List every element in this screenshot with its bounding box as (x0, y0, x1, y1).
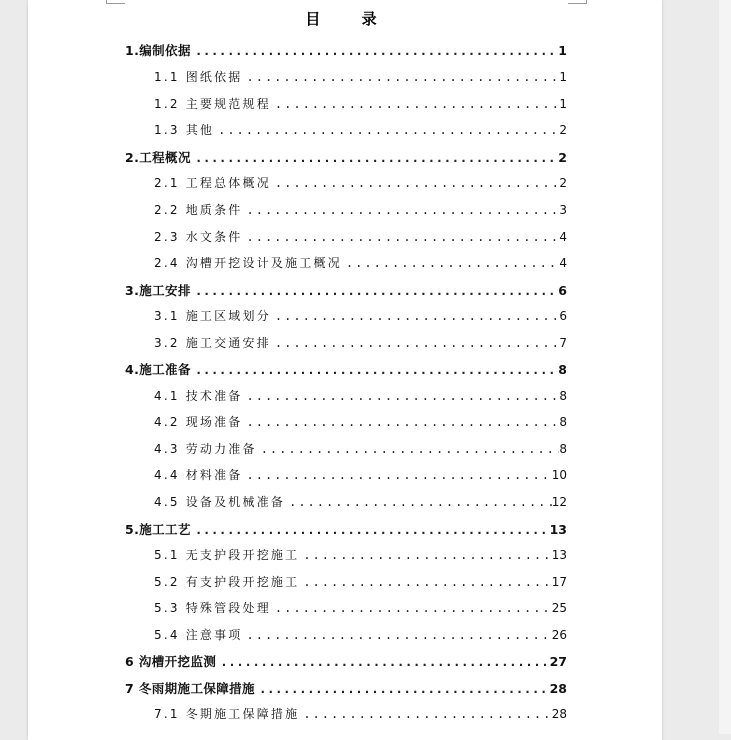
toc-entry-label: 5.4 注意事项 (154, 628, 243, 642)
toc-page-number: 8 (558, 362, 567, 377)
toc-leader-dots (191, 283, 558, 298)
toc-entry-label: 4.施工准备 (125, 362, 191, 377)
toc-page-number: 26 (551, 628, 567, 642)
toc-leader-dots (255, 681, 550, 696)
toc-leader-dots (285, 495, 552, 509)
toc-leader-dots (257, 442, 559, 456)
toc-entry[interactable] (154, 546, 567, 566)
toc-leader-dots (271, 97, 559, 111)
toc-entry[interactable] (125, 281, 567, 301)
toc-page-number: 28 (549, 681, 567, 696)
toc-page-number: 25 (551, 601, 567, 615)
crop-mark-top-right (568, 0, 587, 4)
toc-page-number: 8 (559, 415, 567, 429)
toc-entry-label: 6 沟槽开挖监测 (125, 654, 217, 669)
toc-entry[interactable] (154, 68, 567, 88)
toc-leader-dots (271, 336, 559, 350)
toc-entry-label: 4.1 技术准备 (154, 389, 243, 403)
toc-leader-dots (271, 601, 552, 615)
toc-page-number: 13 (549, 522, 567, 537)
toc-entry[interactable] (154, 121, 567, 141)
toc-page-number: 6 (559, 309, 567, 323)
toc-entry-label: 2.工程概况 (125, 150, 191, 165)
toc-entry-label: 7.1 冬期施工保障措施 (154, 707, 300, 721)
toc-page-number: 27 (549, 654, 567, 669)
toc-entry[interactable] (154, 334, 567, 354)
toc-leader-dots (191, 43, 558, 58)
toc-page-number: 8 (559, 389, 567, 403)
vertical-scrollbar[interactable] (719, 0, 731, 734)
toc-leader-dots (342, 256, 559, 270)
toc-page-number: 1 (559, 97, 567, 111)
toc-entry-label: 5.3 特殊管段处理 (154, 601, 271, 615)
toc-entry-label: 2.3 水文条件 (154, 230, 243, 244)
toc-entry-label: 5.2 有支护段开挖施工 (154, 575, 300, 589)
toc-page-number: 7 (559, 336, 567, 350)
toc-leader-dots (299, 548, 551, 562)
toc-leader-dots (191, 150, 558, 165)
toc-leader-dots (243, 70, 560, 84)
toc-page-number: 2 (558, 150, 567, 165)
toc-page-number: 4 (559, 256, 567, 270)
toc-entry[interactable] (154, 95, 567, 115)
toc-entry-label: 2.4 沟槽开挖设计及施工概况 (154, 256, 342, 270)
toc-entry-label: 3.施工安排 (125, 283, 191, 298)
toc-leader-dots (243, 415, 560, 429)
toc-entry-label: 3.1 施工区域划分 (154, 309, 271, 323)
toc-entry[interactable] (154, 440, 567, 460)
toc-entry-label: 1.1 图纸依据 (154, 70, 243, 84)
toc-leader-dots (243, 468, 552, 482)
toc-entry[interactable] (154, 201, 567, 221)
toc-entry[interactable] (154, 254, 567, 274)
toc-title: 目 录 (305, 10, 395, 28)
toc-page-number: 8 (559, 442, 567, 456)
toc-entry[interactable] (125, 148, 567, 168)
toc-entry-label: 2.1 工程总体概况 (154, 176, 271, 190)
toc-entry-label: 1.2 主要规范规程 (154, 97, 271, 111)
toc-page-number: 1 (558, 43, 567, 58)
toc-leader-dots (243, 628, 552, 642)
toc-leader-dots (243, 230, 560, 244)
toc-page-number: 10 (551, 468, 567, 482)
toc-entry-label: 4.2 现场准备 (154, 415, 243, 429)
toc-entry[interactable] (154, 493, 567, 513)
toc-entry[interactable] (154, 573, 567, 593)
toc-entry-label: 4.4 材料准备 (154, 468, 243, 482)
toc-leader-dots (243, 389, 560, 403)
toc-entry[interactable] (154, 626, 567, 646)
toc-entry[interactable] (154, 413, 567, 433)
toc-entry-label: 4.5 设备及机械准备 (154, 495, 286, 509)
toc-entry[interactable] (125, 360, 567, 380)
toc-page-number: 2 (559, 123, 567, 137)
toc-entry[interactable] (154, 307, 567, 327)
crop-mark-top-left (106, 0, 125, 4)
toc-entry-label: 1.编制依据 (125, 43, 191, 58)
toc-entry[interactable] (125, 41, 567, 61)
toc-page-number: 4 (559, 230, 567, 244)
toc-page-number: 12 (551, 495, 567, 509)
toc-entry[interactable] (125, 652, 567, 672)
toc-entry-label: 4.3 劳动力准备 (154, 442, 257, 456)
toc-entry[interactable] (154, 387, 567, 407)
toc-page-number: 2 (559, 176, 567, 190)
toc-leader-dots (299, 575, 551, 589)
toc-page-number: 1 (559, 70, 567, 84)
toc-entry[interactable] (154, 466, 567, 486)
toc-entry[interactable] (125, 520, 567, 540)
toc-entry[interactable] (154, 228, 567, 248)
toc-leader-dots (216, 654, 549, 669)
toc-entry-label: 5.施工工艺 (125, 522, 191, 537)
toc-leader-dots (271, 176, 559, 190)
toc-leader-dots (243, 203, 560, 217)
toc-entry-label: 1.3 其他 (154, 123, 215, 137)
toc-entry-label: 7 冬雨期施工保障措施 (125, 681, 255, 696)
toc-leader-dots (214, 123, 559, 137)
toc-entry[interactable] (125, 679, 567, 699)
toc-page-number: 3 (559, 203, 567, 217)
toc-page-number: 13 (551, 548, 567, 562)
toc-entry[interactable] (154, 705, 567, 725)
toc-page-number: 6 (558, 283, 567, 298)
toc-page-number: 17 (551, 575, 567, 589)
document-page (28, 0, 662, 740)
toc-leader-dots (191, 522, 550, 537)
toc-entry-label: 3.2 施工交通安排 (154, 336, 271, 350)
toc-entry[interactable] (154, 174, 567, 194)
toc-leader-dots (299, 707, 551, 721)
toc-page-number: 28 (551, 707, 567, 721)
toc-entry-label: 2.2 地质条件 (154, 203, 243, 217)
toc-leader-dots (191, 362, 558, 377)
toc-entry-label: 5.1 无支护段开挖施工 (154, 548, 300, 562)
toc-entry[interactable] (154, 599, 567, 619)
toc-leader-dots (271, 309, 559, 323)
